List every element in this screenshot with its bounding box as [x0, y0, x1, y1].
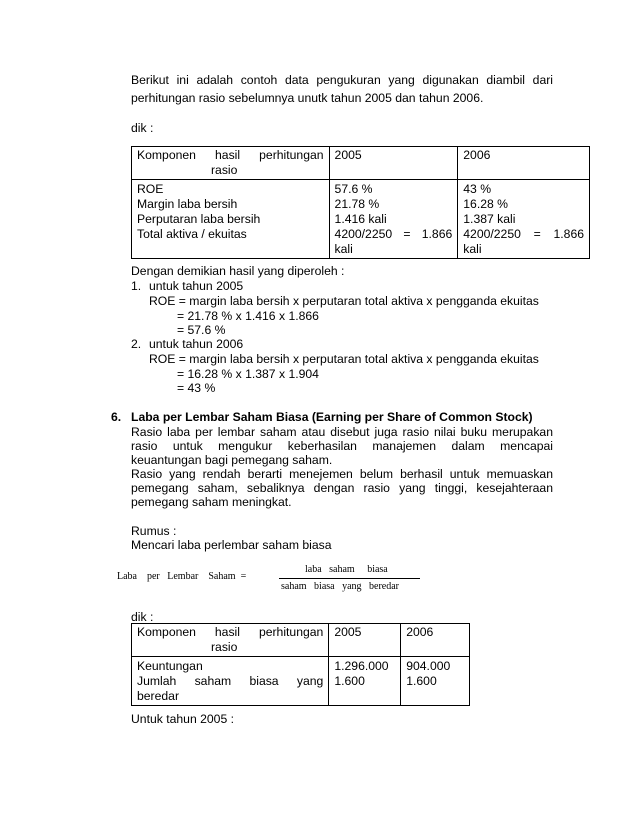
formula-lhs: Laba per Lembar Saham = [117, 571, 247, 582]
header-text: hasil [215, 148, 241, 162]
header-text: rasio [211, 640, 238, 654]
rumus-description: Mencari laba perlembar saham biasa [131, 538, 332, 552]
formula-denominator: saham biasa yang beredar [281, 581, 400, 592]
cell-value: 1.416 kali [334, 212, 387, 226]
header-text: rasio [211, 163, 238, 177]
intro-line-2: perhitungan rasio sebelumnya unutk tahun 2005 dan tahun 2006. [131, 91, 484, 105]
formula-numerator: laba saham biasa [305, 564, 388, 575]
row-label: Jumlah [137, 674, 177, 688]
dik-label-2: dik : [131, 610, 154, 624]
row-label: ROE [137, 182, 164, 196]
eps-table [131, 623, 470, 706]
header-2005: 2005 [329, 147, 458, 180]
row-label: Perputaran laba bersih [137, 212, 261, 226]
cell-value: 57.6 % [334, 182, 373, 196]
header-2005: 2005 [329, 624, 401, 657]
value-2005-cell [329, 657, 401, 706]
row-label: saham [194, 674, 232, 688]
header-text: perhitungan [258, 625, 324, 639]
paragraph-2-line-2: pemegang saham, sebaliknya dengan rasio yang tinggi, kesejahteraan [131, 481, 553, 495]
cell-value: 43 % [463, 182, 492, 196]
list-item-2-title: untuk tahun 2006 [149, 337, 244, 351]
roe-formula-2006: ROE = margin laba bersih x perputaran total aktiva x pengganda ekuitas [149, 352, 539, 366]
cell-value: 16.28 % [463, 197, 509, 211]
header-text: Komponen [137, 625, 196, 639]
table-header-row [132, 147, 590, 180]
header-text: hasil [214, 625, 240, 639]
paragraph-1-line-1: Rasio laba per lembar saham atau disebut juga rasio nilai buku merupakan [131, 425, 553, 439]
paragraph-1-line-3: keuantungan bagi pemegang saham. [131, 453, 333, 467]
row-label: beredar [137, 689, 180, 703]
cell-value: 1.296.000 [334, 659, 389, 673]
cell-value: 1.866 [421, 227, 453, 241]
value-2005-cell [329, 180, 458, 259]
intro-line-1: Berikut ini adalah contoh data pengukuran yang digunakan diambil dari [131, 73, 553, 87]
section-title: Laba per Lembar Saham Biasa (Earning per Share of Common Stock) [131, 410, 533, 424]
fraction-bar [279, 578, 420, 579]
row-label: Margin laba bersih [137, 197, 238, 211]
roe-calc-2005: = 21.78 % x 1.416 x 1.866 [177, 309, 319, 323]
list-item-1-title: untuk tahun 2005 [149, 279, 244, 293]
cell-value: 1.866 [553, 227, 584, 241]
cell-value: = [403, 227, 411, 241]
table-row [132, 657, 470, 706]
cell-value: 1.387 kali [463, 212, 516, 226]
header-komponen [132, 147, 330, 180]
paragraph-2-line-1: Rasio yang rendah berarti menejemen belum berhasil untuk memuaskan [131, 467, 553, 481]
header-2006: 2006 [458, 147, 590, 180]
rumus-label: Rumus : [131, 524, 177, 538]
roe-result-2006: = 43 % [177, 381, 216, 395]
cell-value: kali [463, 242, 482, 256]
table-row [132, 180, 590, 259]
header-text: Komponen [137, 148, 196, 162]
cell-value: 904.000 [406, 659, 451, 673]
cell-value: 1.600 [406, 674, 437, 688]
dik-label-1: dik : [131, 121, 154, 135]
roe-formula-2005: ROE = margin laba bersih x perputaran total aktiva x pengganda ekuitas [149, 294, 539, 308]
row-label: Keuntungan [137, 659, 203, 673]
cell-value: kali [334, 242, 353, 256]
list-number-2: 2. [131, 337, 142, 351]
section-number: 6. [111, 410, 122, 424]
cell-value: 4200/2250 [334, 227, 393, 241]
value-2006-cell [401, 657, 470, 706]
cell-value: 1.600 [334, 674, 365, 688]
row-label: Total aktiva / ekuitas [137, 227, 247, 241]
cell-value: 4200/2250 [463, 227, 521, 241]
cell-value: = [533, 227, 541, 241]
header-text: perhitungan [259, 148, 324, 162]
header-komponen [132, 624, 329, 657]
result-intro: Dengan demikian hasil yang diperoleh : [131, 264, 345, 278]
value-2006-cell [458, 180, 590, 259]
footer-line: Untuk tahun 2005 : [131, 712, 234, 726]
roe-calc-2006: = 16.28 % x 1.387 x 1.904 [177, 367, 319, 381]
table-header-row [132, 624, 470, 657]
component-cell [132, 657, 329, 706]
ratio-table [131, 146, 590, 259]
paragraph-2-line-3: pemegang saham meningkat. [131, 495, 292, 509]
header-2006: 2006 [401, 624, 470, 657]
roe-result-2005: = 57.6 % [177, 323, 226, 337]
list-number-1: 1. [131, 279, 142, 293]
row-label: biasa [249, 674, 279, 688]
row-label: yang [296, 674, 324, 688]
component-cell [132, 180, 330, 259]
paragraph-1-line-2: rasio untuk mengukur keberhasilan manajemen dalam mencapai [131, 439, 553, 453]
cell-value: 21.78 % [334, 197, 380, 211]
